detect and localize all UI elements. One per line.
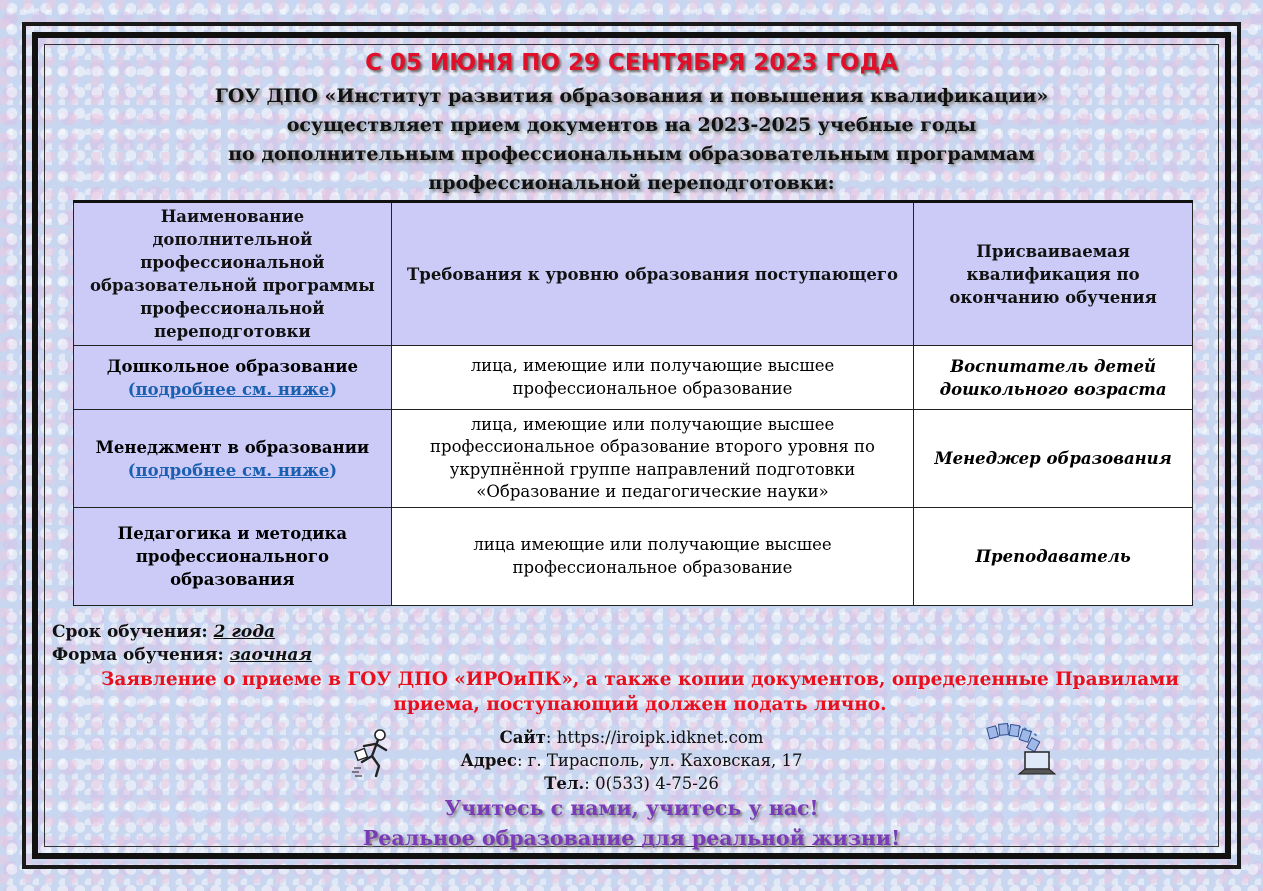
phone-value: : 0(533) 4-75-26 bbox=[584, 774, 719, 793]
site-value: : https://iroipk.idknet.com bbox=[545, 728, 764, 747]
slogan-learn-with-us: Учитесь с нами, учитесь у нас! bbox=[444, 796, 819, 820]
study-duration-label: Срок обучения: bbox=[52, 622, 208, 642]
header-requirements: Требования к уровню образования поступающего bbox=[391, 202, 913, 346]
table-header-row bbox=[74, 202, 1193, 346]
headline-programs: по дополнительным профессиональным образовательным программам bbox=[228, 143, 1035, 165]
laptop-with-papers-icon bbox=[985, 722, 1057, 784]
qualification-cell: Менеджер образования bbox=[914, 410, 1193, 508]
table-row bbox=[74, 346, 1193, 410]
header-qualification: Присваиваемая квалификация по окончанию обучения bbox=[914, 202, 1193, 346]
requirement-cell: лица, имеющие или получающие высшее профессиональное образование второго уровня по укрупнённой группе направлений подготовки «Образование и педагогические науки» bbox=[391, 410, 913, 508]
study-duration bbox=[52, 622, 275, 642]
contact-address bbox=[0, 751, 1263, 770]
header-program-name: Наименование дополнительной профессиональной образовательной программы профессиональной переподготовки bbox=[74, 202, 392, 346]
table-row bbox=[74, 410, 1193, 508]
qualification-cell: Преподаватель bbox=[914, 508, 1193, 606]
program-name: Дошкольное образование bbox=[106, 356, 359, 376]
address-value: : г. Тирасполь, ул. Каховская, 17 bbox=[516, 751, 803, 770]
program-name-cell: Менеджмент в образовании (подробнее см. ниже) bbox=[74, 410, 392, 508]
table-row bbox=[74, 508, 1193, 606]
study-duration-value: 2 года bbox=[213, 622, 276, 642]
contact-phone bbox=[0, 774, 1263, 793]
contact-site bbox=[0, 728, 1263, 747]
program-name-cell: Дошкольное образование (подробнее см. ниже) bbox=[74, 346, 392, 410]
requirement-cell: лица имеющие или получающие высшее профессиональное образование bbox=[391, 508, 913, 606]
phone-label: Тел. bbox=[544, 774, 585, 793]
details-link-management[interactable]: подробнее см. ниже bbox=[135, 460, 330, 480]
headline-retraining: профессиональной переподготовки: bbox=[428, 172, 835, 194]
address-label: Адрес bbox=[460, 751, 517, 770]
study-form-label: Форма обучения: bbox=[52, 645, 224, 665]
date-range-title: С 05 ИЮНЯ ПО 29 СЕНТЯБРЯ 2023 ГОДА bbox=[365, 50, 898, 76]
programs-table bbox=[73, 200, 1193, 606]
headline-institute: ГОУ ДПО «Институт развития образования и повышения квалификации» bbox=[214, 85, 1049, 107]
headline-admission: осуществляет прием документов на 2023-2025 учебные годы bbox=[286, 114, 977, 136]
program-name: Менеджмент в образовании bbox=[95, 437, 370, 457]
submission-notice: Заявление о приеме в ГОУ ДПО «ИРОиПК», а также копии документов, определенные Правилами приема, поступающий должен подать лично. bbox=[101, 669, 1179, 715]
study-form bbox=[52, 645, 312, 665]
slogan-real-education: Реальное образование для реальной жизни! bbox=[362, 826, 901, 850]
qualification-cell: Воспитатель детей дошкольного возраста bbox=[914, 346, 1193, 410]
site-label: Сайт bbox=[499, 728, 546, 747]
program-name-cell: Педагогика и методика профессионального образования bbox=[74, 508, 392, 606]
details-link-preschool[interactable]: подробнее см. ниже bbox=[135, 379, 330, 399]
study-form-value: заочная bbox=[229, 645, 312, 665]
requirement-cell: лица, имеющие или получающие высшее профессиональное образование bbox=[391, 346, 913, 410]
